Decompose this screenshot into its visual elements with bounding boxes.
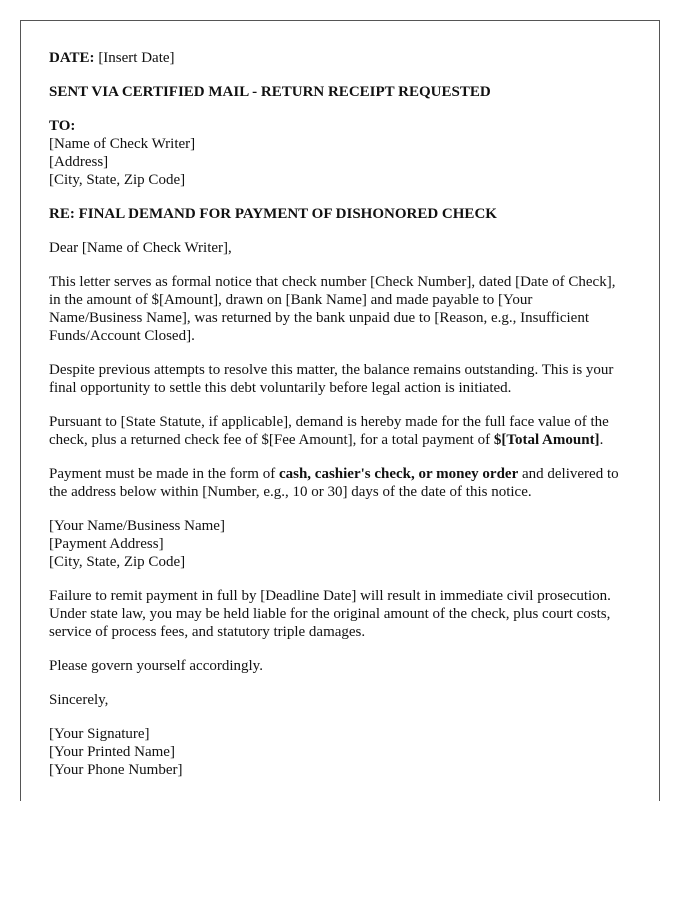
payment-address: [Payment Address] xyxy=(49,536,164,552)
subject-line xyxy=(49,205,629,223)
paragraph-govern: Please govern yourself accordingly. xyxy=(49,658,263,674)
date-label: DATE: xyxy=(49,50,95,66)
payment-text-end: and delivered to the address below within [Number, e.g., 10 or 30] days of the date of this notice. xyxy=(49,466,619,500)
signature: [Your Signature] xyxy=(49,726,150,742)
payee-name: [Your Name/Business Name] xyxy=(49,518,225,534)
demand-text: Pursuant to [State Statute, if applicable], demand is hereby made for the full face value of the check, plus a returned check fee of $[Fee Amount], for a total payment of xyxy=(49,414,609,448)
paragraph-consequences: Failure to remit payment in full by [Deadline Date] will result in immediate civil prosecution. Under state law, you may be held liable for the original amount of the check, plus court costs, service of process fees, and statutory triple damages. xyxy=(49,588,611,640)
payment-methods: cash, cashier's check, or money order xyxy=(278,466,519,482)
delivery-text: SENT VIA CERTIFIED MAIL - RETURN RECEIPT REQUESTED xyxy=(49,84,491,100)
paragraph-demand xyxy=(49,413,629,449)
phone-number: [Your Phone Number] xyxy=(49,762,183,778)
date-value: [Insert Date] xyxy=(94,50,175,66)
closing: Sincerely, xyxy=(49,692,109,708)
recipient-city: [City, State, Zip Code] xyxy=(49,172,186,188)
salutation: Dear [Name of Check Writer], xyxy=(49,240,232,256)
recipient-address: [Address] xyxy=(49,154,109,170)
letter-page xyxy=(20,20,660,801)
paragraph-notice: This letter serves as formal notice that check number [Check Number], dated [Date of Check], in the amount of $[Amount], drawn on [Bank Name] and made payable to [Your Name/Business Name], was returned by the bank unpaid due to [Reason, e.g., Insufficient Funds/Account Closed]. xyxy=(49,274,616,344)
paragraph-payment xyxy=(49,465,629,501)
subject-text: RE: FINAL DEMAND FOR PAYMENT OF DISHONORED CHECK xyxy=(49,206,497,222)
signature-block xyxy=(49,725,629,779)
paragraph-outstanding: Despite previous attempts to resolve this matter, the balance remains outstanding. This is your final opportunity to settle this debt voluntarily before legal action is initiated. xyxy=(49,362,614,396)
recipient-name: [Name of Check Writer] xyxy=(49,136,196,152)
date-line xyxy=(49,49,629,67)
payment-text: Payment must be made in the form of xyxy=(49,466,279,482)
printed-name: [Your Printed Name] xyxy=(49,744,175,760)
to-label: TO: xyxy=(49,118,76,134)
total-amount: $[Total Amount] xyxy=(493,432,600,448)
payment-city: [City, State, Zip Code] xyxy=(49,554,186,570)
recipient-block xyxy=(49,117,629,189)
payment-address-block xyxy=(49,517,629,571)
delivery-method xyxy=(49,83,629,101)
demand-end: . xyxy=(599,432,604,448)
